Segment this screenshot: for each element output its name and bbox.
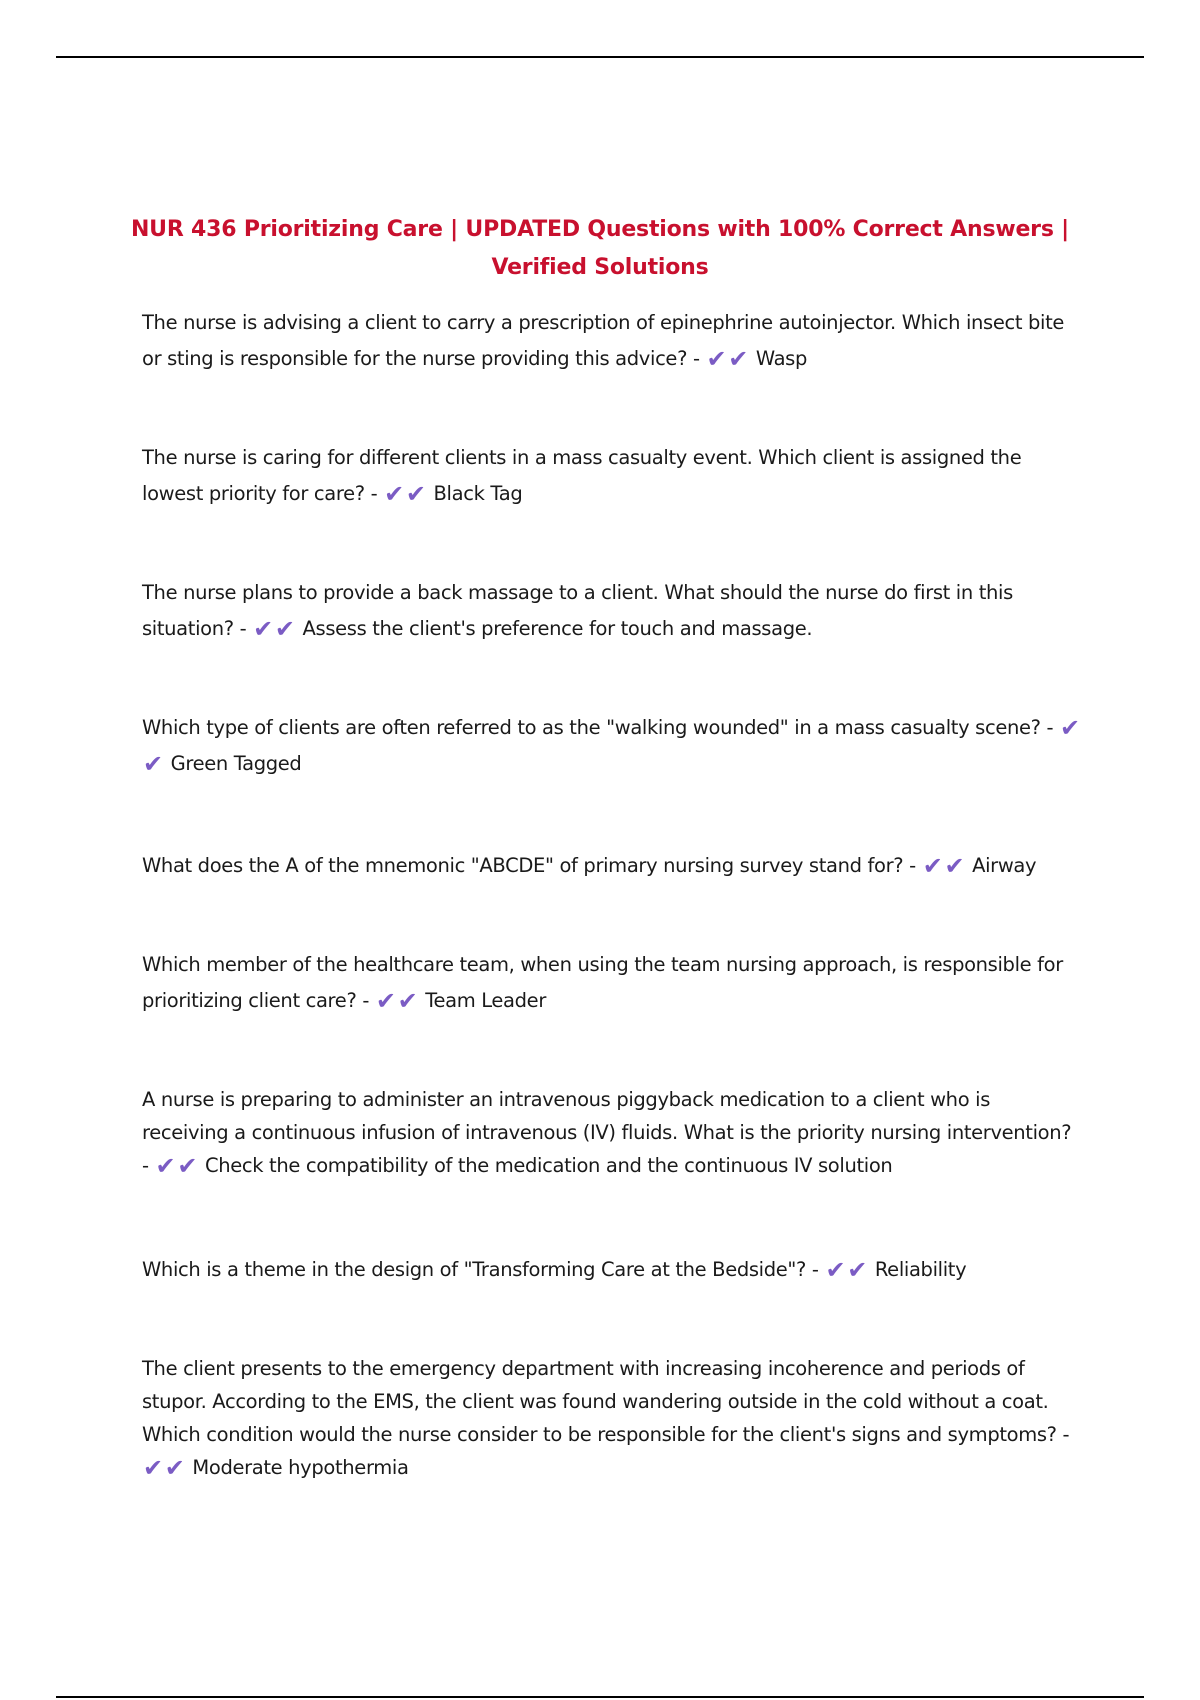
answer-text: Reliability xyxy=(874,1258,967,1281)
question-text: Which type of clients are often referred to as the "walking wounded" in a mass casualty scene? xyxy=(142,716,1041,739)
qa-item-2 xyxy=(142,440,1082,512)
separator: - xyxy=(142,1154,149,1177)
qa-item-6 xyxy=(142,947,1082,1019)
separator: - xyxy=(909,854,916,877)
question-text: A nurse is preparing to administer an intravenous piggyback medication to a client who is receiving a continuous infusion of intravenous (IV) fluids. What is the priority nursing intervention? xyxy=(142,1088,1072,1144)
question-text: Which member of the healthcare team, when using the team nursing approach, is responsible for prioritizing client care? xyxy=(142,953,1063,1012)
separator: - xyxy=(362,989,369,1012)
check-icon: ✔ xyxy=(706,345,727,373)
question-text: What does the A of the mnemonic "ABCDE" of primary nursing survey stand for? xyxy=(142,854,904,877)
qa-item-3 xyxy=(142,575,1082,647)
check-icon: ✔ xyxy=(177,1152,198,1180)
qa-item-9 xyxy=(142,1352,1082,1484)
check-icon: ✔ xyxy=(384,480,404,508)
check-icon: ✔ xyxy=(143,1454,163,1482)
answer-text: Airway xyxy=(972,854,1037,877)
answer-text: Black Tag xyxy=(433,482,523,505)
check-icon: ✔ xyxy=(922,852,943,880)
qa-item-7 xyxy=(142,1083,1082,1182)
separator: - xyxy=(811,1258,819,1281)
check-icon: ✔ xyxy=(155,1152,176,1180)
answer-text: Green Tagged xyxy=(170,752,302,775)
question-text: The nurse is caring for different clients in a mass casualty event. Which client is assigned the lowest priority for care? xyxy=(142,446,1022,505)
bottom-rule xyxy=(56,1696,1144,1698)
question-text: The nurse plans to provide a back massage to a client. What should the nurse do first in this situation? xyxy=(142,581,1013,640)
check-icon: ✔ xyxy=(405,480,426,508)
qa-item-8 xyxy=(142,1252,1082,1288)
check-icon: ✔ xyxy=(728,345,749,373)
check-icon: ✔ xyxy=(944,852,965,880)
separator: - xyxy=(239,617,247,640)
separator: - xyxy=(692,347,700,370)
check-icon: ✔ xyxy=(274,615,295,643)
qa-item-5 xyxy=(142,848,1082,884)
qa-item-4 xyxy=(142,710,1082,782)
qa-item-1 xyxy=(142,305,1082,377)
check-icon: ✔ xyxy=(825,1256,846,1284)
check-icon: ✔ xyxy=(164,1454,185,1482)
check-icon: ✔ xyxy=(847,1256,867,1284)
check-icon: ✔ xyxy=(375,987,396,1015)
answer-text: Team Leader xyxy=(425,989,546,1012)
answer-text: Check the compatibility of the medication and the continuous IV solution xyxy=(204,1154,893,1177)
top-rule xyxy=(56,56,1144,58)
question-text: The nurse is advising a client to carry a prescription of epinephrine autoinjector. Which insect bite or sting is responsible for the nurse providing this advice? xyxy=(142,311,1065,370)
answer-text: Moderate hypothermia xyxy=(192,1456,409,1479)
question-text: Which is a theme in the design of "Transforming Care at the Bedside"? xyxy=(142,1258,807,1281)
separator: - xyxy=(370,482,378,505)
check-icon: ✔ xyxy=(1060,714,1080,742)
question-text: The client presents to the emergency department with increasing incoherence and periods of stupor. According to the EMS, the client was found wandering outside in the cold without a coat. Which condition would the nurse consider to be responsible for the client's signs and symptoms? xyxy=(142,1357,1057,1446)
check-icon: ✔ xyxy=(143,750,163,778)
separator: - xyxy=(1046,716,1054,739)
separator: - xyxy=(1062,1423,1070,1446)
answer-text: Wasp xyxy=(755,347,808,370)
document-title: NUR 436 Prioritizing Care | UPDATED Questions with 100% Correct Answers | Verified Solutions xyxy=(130,217,1070,280)
check-icon: ✔ xyxy=(253,615,273,643)
check-icon: ✔ xyxy=(397,987,418,1015)
answer-text: Assess the client's preference for touch and massage. xyxy=(302,617,813,640)
